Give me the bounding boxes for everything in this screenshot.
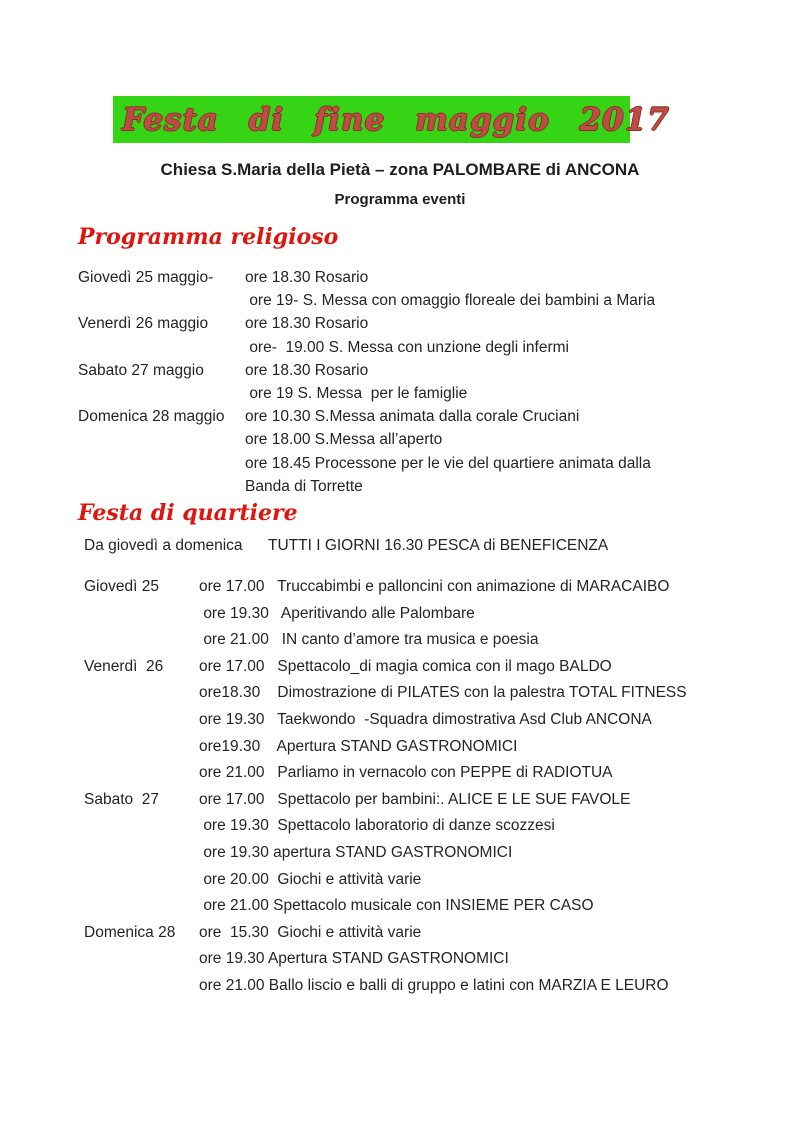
event-text: ore 19.30 apertura STAND GASTRONOMICI xyxy=(199,843,513,861)
event-text: ore 10.30 S.Messa animata dalla corale Cruciani xyxy=(245,408,580,426)
quartiere-schedule xyxy=(84,574,794,1000)
schedule-row xyxy=(84,920,794,947)
schedule-row xyxy=(78,289,788,312)
event-text: ore 19.30 Spettacolo laboratorio di danze scozzesi xyxy=(199,817,555,835)
schedule-row xyxy=(78,312,788,335)
event-text: ore 21.00 Parliamo in vernacolo con PEPPE di RADIOTUA xyxy=(199,764,613,782)
event-text: ore 19.30 Apertura STAND GASTRONOMICI xyxy=(199,950,509,968)
day-label: Da giovedì a domenica xyxy=(84,537,243,554)
event-text: ore 21.00 IN canto d’amore tra musica e poesia xyxy=(199,631,539,649)
section-heading-festa-di-quartiere: Festa di quartiere xyxy=(78,500,298,526)
event-text: ore18.30 Dimostrazione di PILATES con la palestra TOTAL FITNESS xyxy=(199,684,687,702)
schedule-row xyxy=(84,946,794,973)
schedule-row xyxy=(78,405,788,428)
program-label: Programma eventi xyxy=(334,191,466,208)
event-text: ore- 19.00 S. Messa con unzione degli infermi xyxy=(245,338,569,356)
day-label: Sabato 27 maggio xyxy=(78,361,204,379)
church-subtitle: Chiesa S.Maria della Pietà – zona PALOMBARE di ANCONA xyxy=(160,160,640,179)
title-banner xyxy=(113,96,670,143)
event-text: Banda di Torrette xyxy=(245,477,363,495)
day-label: Domenica 28 xyxy=(84,923,176,941)
schedule-row xyxy=(78,336,788,359)
section-heading-programma-religioso: Programma religioso xyxy=(78,224,339,250)
schedule-row xyxy=(84,893,794,920)
day-label: Venerdì 26 maggio xyxy=(78,315,209,333)
event-text: ore 18.45 Processone per le vie del quartiere animata dalla xyxy=(245,454,651,472)
event-text: ore 18.30 Rosario xyxy=(245,269,369,286)
schedule-row xyxy=(84,707,794,734)
schedule-row xyxy=(78,359,788,382)
schedule-row xyxy=(84,760,794,787)
event-text: ore19.30 Apertura STAND GASTRONOMICI xyxy=(199,737,518,755)
religious-schedule xyxy=(78,266,788,498)
schedule-row xyxy=(84,680,794,707)
event-text: ore 21.00 Ballo liscio e balli di gruppo e latini con MARZIA E LEURO xyxy=(199,976,669,994)
schedule-row xyxy=(84,601,794,628)
schedule-row xyxy=(84,973,794,1000)
page-title: Festa di fine maggio 2017 xyxy=(122,101,670,138)
event-text: ore 19 S. Messa per le famiglie xyxy=(245,385,468,403)
schedule-row xyxy=(78,382,788,405)
schedule-row xyxy=(84,574,794,601)
event-text: ore 17.00 Spettacolo per bambini:. ALICE E LE SUE FAVOLE xyxy=(199,790,631,808)
schedule-row xyxy=(78,452,788,475)
day-label: Sabato 27 xyxy=(84,790,159,808)
day-label: Venerdì 26 xyxy=(84,657,164,675)
schedule-row xyxy=(78,475,788,498)
schedule-row xyxy=(78,266,788,289)
schedule-row xyxy=(84,627,794,654)
event-text: ore 19.30 Aperitivando alle Palombare xyxy=(199,604,475,622)
day-label: Domenica 28 maggio xyxy=(78,408,229,426)
event-text: ore 19- S. Messa con omaggio floreale dei bambini a Maria xyxy=(245,292,656,310)
event-text: ore 18.30 Rosario xyxy=(245,361,369,379)
event-text: ore 19.30 Taekwondo -Squadra dimostrativa Asd Club ANCONA xyxy=(199,710,652,728)
event-text: ore 18.00 S.Messa all’aperto xyxy=(245,431,443,449)
schedule-row xyxy=(84,787,794,814)
event-text: ore 18.30 Rosario xyxy=(245,315,369,333)
quartiere-intro-row xyxy=(84,537,784,555)
event-text: ore 17.00 Spettacolo_di magia comica con il mago BALDO xyxy=(199,657,612,675)
event-text: TUTTI I GIORNI 16.30 PESCA di BENEFICENZA xyxy=(268,537,609,554)
event-text: ore 15.30 Giochi e attività varie xyxy=(199,923,422,941)
schedule-row xyxy=(84,654,794,681)
schedule-row xyxy=(84,734,794,761)
event-text: ore 21.00 Spettacolo musicale con INSIEME PER CASO xyxy=(199,897,594,915)
event-text: ore 17.00 Truccabimbi e palloncini con animazione di MARACAIBO xyxy=(199,578,670,595)
schedule-row xyxy=(84,813,794,840)
schedule-row xyxy=(78,428,788,451)
event-text: ore 20.00 Giochi e attività varie xyxy=(199,870,422,888)
day-label: Giovedì 25 xyxy=(84,578,159,595)
day-label: Giovedì 25 maggio- xyxy=(78,269,214,286)
schedule-row xyxy=(84,867,794,894)
schedule-row xyxy=(84,840,794,867)
